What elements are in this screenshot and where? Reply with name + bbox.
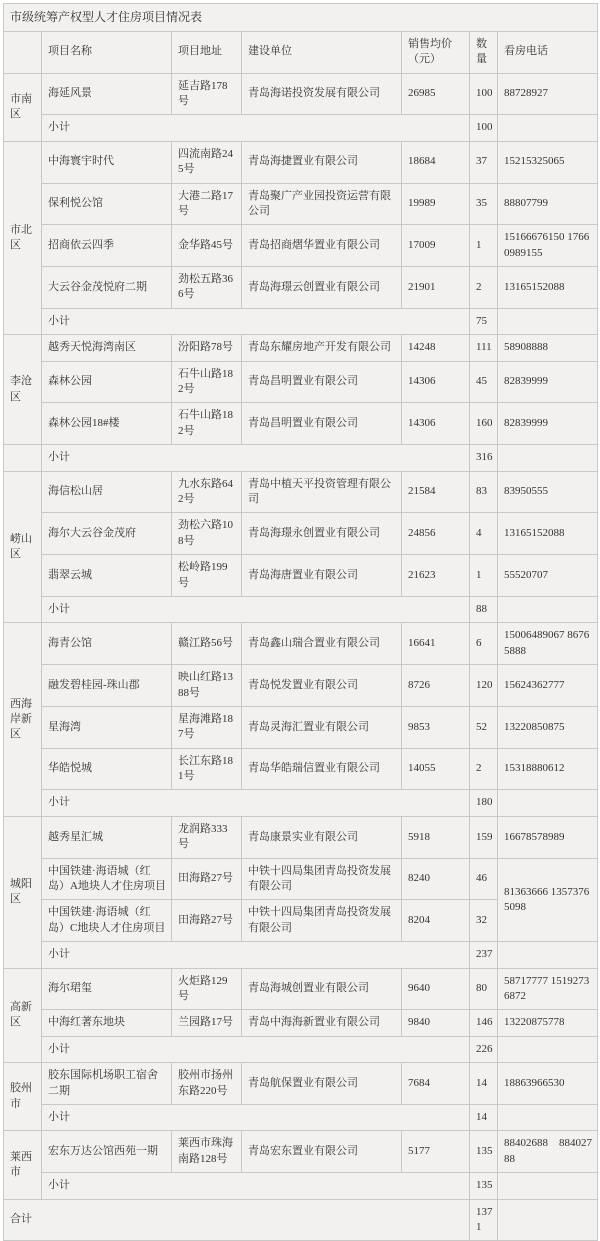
quantity-cell: 32	[470, 900, 498, 942]
column-header-name: 项目名称	[42, 31, 172, 73]
district-empty-cell	[4, 445, 42, 471]
construction-unit-cell: 青岛昌明置业有限公司	[242, 361, 402, 403]
project-address-cell: 田海路27号	[172, 900, 242, 942]
project-name-cell: 中海红著东地块	[42, 1010, 172, 1036]
project-name-cell: 海尔大云谷金茂府	[42, 513, 172, 555]
project-row	[4, 858, 598, 900]
column-header-phone: 看房电话	[498, 31, 598, 73]
construction-unit-cell: 青岛海城创置业有限公司	[242, 968, 402, 1010]
avg-price-cell: 8204	[402, 900, 470, 942]
column-header-district	[4, 31, 42, 73]
avg-price-cell: 24856	[402, 513, 470, 555]
quantity-cell: 146	[470, 1010, 498, 1036]
quantity-cell: 52	[470, 706, 498, 748]
project-row	[4, 665, 598, 707]
phone-cell: 15318880612	[498, 748, 598, 790]
project-name-cell: 星海湾	[42, 706, 172, 748]
avg-price-cell: 21901	[402, 267, 470, 309]
project-name-cell: 招商依云四季	[42, 225, 172, 267]
quantity-cell: 45	[470, 361, 498, 403]
subtotal-quantity-cell: 237	[470, 942, 498, 968]
project-name-cell: 保利悦公馆	[42, 183, 172, 225]
phone-cell: 15166676150 17660989155	[498, 225, 598, 267]
project-name-cell: 海青公馆	[42, 623, 172, 665]
construction-unit-cell: 青岛灵海汇置业有限公司	[242, 706, 402, 748]
phone-cell: 13165152088	[498, 513, 598, 555]
construction-unit-cell: 青岛东耀房地产开发有限公司	[242, 335, 402, 361]
project-name-cell: 中国铁建·海语城（红岛）C地块人才住房项目	[42, 900, 172, 942]
project-row	[4, 225, 598, 267]
quantity-cell: 135	[470, 1131, 498, 1173]
quantity-cell: 160	[470, 403, 498, 445]
project-address-cell: 松岭路199号	[172, 555, 242, 597]
project-name-cell: 翡翠云城	[42, 555, 172, 597]
construction-unit-cell: 青岛宏东置业有限公司	[242, 1131, 402, 1173]
quantity-cell: 83	[470, 471, 498, 513]
subtotal-label-cell: 小计	[42, 942, 470, 968]
project-address-cell: 星海滩路187号	[172, 706, 242, 748]
subtotal-label-cell: 小计	[42, 115, 470, 141]
subtotal-label-cell: 小计	[42, 1036, 470, 1062]
quantity-cell: 111	[470, 335, 498, 361]
phone-cell: 88807799	[498, 183, 598, 225]
quantity-cell: 46	[470, 858, 498, 900]
phone-cell: 58908888	[498, 335, 598, 361]
avg-price-cell: 8726	[402, 665, 470, 707]
phone-cell: 82839999	[498, 403, 598, 445]
district-cell: 西海岸新区	[4, 623, 42, 817]
phone-cell: 15006489067 86765888	[498, 623, 598, 665]
subtotal-label-cell: 小计	[42, 1173, 470, 1199]
project-address-cell: 兰园路17号	[172, 1010, 242, 1036]
talent-housing-table	[3, 3, 598, 1241]
subtotal-label-cell: 小计	[42, 596, 470, 622]
project-row	[4, 968, 598, 1010]
project-name-cell: 华皓悦城	[42, 748, 172, 790]
project-address-cell: 金华路45号	[172, 225, 242, 267]
subtotal-phone-cell	[498, 596, 598, 622]
project-name-cell: 中国铁建·海语城（红岛）A地块人才住房项目	[42, 858, 172, 900]
subtotal-label-cell: 小计	[42, 445, 470, 471]
subtotal-label-cell: 小计	[42, 308, 470, 334]
district-cell: 胶州市	[4, 1063, 42, 1131]
quantity-cell: 35	[470, 183, 498, 225]
project-row	[4, 141, 598, 183]
phone-cell: 88728927	[498, 73, 598, 115]
quantity-cell: 37	[470, 141, 498, 183]
phone-cell: 83950555	[498, 471, 598, 513]
project-address-cell: 大港二路17号	[172, 183, 242, 225]
subtotal-label-cell: 小计	[42, 1104, 470, 1130]
quantity-cell: 6	[470, 623, 498, 665]
district-cell: 崂山区	[4, 471, 42, 623]
table-title-row	[4, 4, 598, 32]
project-row	[4, 555, 598, 597]
district-cell: 城阳区	[4, 816, 42, 968]
construction-unit-cell: 青岛海诺投资发展有限公司	[242, 73, 402, 115]
phone-cell: 16678578989	[498, 816, 598, 858]
quantity-cell: 1	[470, 555, 498, 597]
avg-price-cell: 18684	[402, 141, 470, 183]
quantity-cell: 14	[470, 1063, 498, 1105]
project-address-cell: 莱西市珠海南路128号	[172, 1131, 242, 1173]
avg-price-cell: 21623	[402, 555, 470, 597]
construction-unit-cell: 青岛康景实业有限公司	[242, 816, 402, 858]
construction-unit-cell: 青岛海璟云创置业有限公司	[242, 267, 402, 309]
construction-unit-cell: 中铁十四局集团青岛投资发展有限公司	[242, 858, 402, 900]
project-row	[4, 1063, 598, 1105]
phone-cell: 15624362777	[498, 665, 598, 707]
project-name-cell: 大云谷金茂悦府二期	[42, 267, 172, 309]
construction-unit-cell: 青岛鑫山瑞合置业有限公司	[242, 623, 402, 665]
district-cell: 市北区	[4, 141, 42, 335]
project-name-cell: 胶东国际机场职工宿舍二期	[42, 1063, 172, 1105]
table-title: 市级统筹产权型人才住房项目情况表	[4, 4, 598, 32]
avg-price-cell: 17009	[402, 225, 470, 267]
avg-price-cell: 26985	[402, 73, 470, 115]
project-name-cell: 海尔珺玺	[42, 968, 172, 1010]
phone-cell: 13220875778	[498, 1010, 598, 1036]
subtotal-phone-cell	[498, 1036, 598, 1062]
subtotal-quantity-cell: 88	[470, 596, 498, 622]
subtotal-phone-cell	[498, 445, 598, 471]
construction-unit-cell: 青岛海捷置业有限公司	[242, 141, 402, 183]
subtotal-phone-cell	[498, 942, 598, 968]
project-address-cell: 延吉路178号	[172, 73, 242, 115]
subtotal-row	[4, 1173, 598, 1199]
project-name-cell: 海信松山居	[42, 471, 172, 513]
subtotal-row	[4, 1036, 598, 1062]
subtotal-quantity-cell: 75	[470, 308, 498, 334]
project-row	[4, 471, 598, 513]
header-row	[4, 31, 598, 73]
avg-price-cell: 14306	[402, 403, 470, 445]
district-cell: 李沧区	[4, 335, 42, 445]
construction-unit-cell: 青岛海唐置业有限公司	[242, 555, 402, 597]
subtotal-quantity-cell: 180	[470, 790, 498, 816]
subtotal-quantity-cell: 316	[470, 445, 498, 471]
quantity-cell: 80	[470, 968, 498, 1010]
phone-cell: 13220850875	[498, 706, 598, 748]
avg-price-cell: 8240	[402, 858, 470, 900]
column-header-qty: 数量	[470, 31, 498, 73]
column-header-unit: 建设单位	[242, 31, 402, 73]
project-row	[4, 513, 598, 555]
phone-cell: 55520707	[498, 555, 598, 597]
project-name-cell: 森林公园	[42, 361, 172, 403]
district-cell: 莱西市	[4, 1131, 42, 1199]
subtotal-label-cell: 小计	[42, 790, 470, 816]
subtotal-quantity-cell: 14	[470, 1104, 498, 1130]
subtotal-quantity-cell: 226	[470, 1036, 498, 1062]
project-row	[4, 403, 598, 445]
project-row	[4, 748, 598, 790]
construction-unit-cell: 青岛招商熠华置业有限公司	[242, 225, 402, 267]
avg-price-cell: 9640	[402, 968, 470, 1010]
subtotal-row	[4, 1104, 598, 1130]
construction-unit-cell: 青岛华皓瑞信置业有限公司	[242, 748, 402, 790]
project-name-cell: 森林公园18#楼	[42, 403, 172, 445]
subtotal-phone-cell	[498, 1104, 598, 1130]
construction-unit-cell: 青岛中植天平投资管理有限公司	[242, 471, 402, 513]
district-cell: 市南区	[4, 73, 42, 141]
project-address-cell: 石牛山路182号	[172, 361, 242, 403]
grand-total-phone-cell	[498, 1199, 598, 1241]
grand-total-row	[4, 1199, 598, 1241]
project-name-cell: 越秀星汇城	[42, 816, 172, 858]
project-row	[4, 816, 598, 858]
subtotal-row	[4, 445, 598, 471]
phone-cell: 81363666 13573765098	[498, 858, 598, 942]
project-address-cell: 龙润路333号	[172, 816, 242, 858]
construction-unit-cell: 青岛中海海新置业有限公司	[242, 1010, 402, 1036]
project-name-cell: 融发碧桂园-珠山郡	[42, 665, 172, 707]
subtotal-phone-cell	[498, 1173, 598, 1199]
grand-total-quantity-cell: 1371	[470, 1199, 498, 1241]
avg-price-cell: 5918	[402, 816, 470, 858]
project-row	[4, 1010, 598, 1036]
project-row	[4, 183, 598, 225]
subtotal-row	[4, 596, 598, 622]
project-address-cell: 劲松五路366号	[172, 267, 242, 309]
avg-price-cell: 14306	[402, 361, 470, 403]
construction-unit-cell: 青岛聚广产业园投资运营有限公司	[242, 183, 402, 225]
project-address-cell: 劲松六路108号	[172, 513, 242, 555]
quantity-cell: 120	[470, 665, 498, 707]
construction-unit-cell: 青岛航保置业有限公司	[242, 1063, 402, 1105]
avg-price-cell: 9840	[402, 1010, 470, 1036]
project-row	[4, 361, 598, 403]
column-header-price: 销售均价（元）	[402, 31, 470, 73]
avg-price-cell: 16641	[402, 623, 470, 665]
phone-cell: 82839999	[498, 361, 598, 403]
avg-price-cell: 14055	[402, 748, 470, 790]
subtotal-phone-cell	[498, 308, 598, 334]
subtotal-quantity-cell: 100	[470, 115, 498, 141]
project-row	[4, 623, 598, 665]
grand-total-label-cell: 合计	[4, 1199, 470, 1241]
project-address-cell: 石牛山路182号	[172, 403, 242, 445]
project-address-cell: 长江东路181号	[172, 748, 242, 790]
project-row	[4, 1131, 598, 1173]
project-address-cell: 田海路27号	[172, 858, 242, 900]
project-name-cell: 海延风景	[42, 73, 172, 115]
project-name-cell: 宏东万达公馆西苑一期	[42, 1131, 172, 1173]
project-row	[4, 335, 598, 361]
construction-unit-cell: 中铁十四局集团青岛投资发展有限公司	[242, 900, 402, 942]
quantity-cell: 159	[470, 816, 498, 858]
subtotal-quantity-cell: 135	[470, 1173, 498, 1199]
quantity-cell: 4	[470, 513, 498, 555]
project-address-cell: 汾阳路78号	[172, 335, 242, 361]
construction-unit-cell: 青岛海璟永创置业有限公司	[242, 513, 402, 555]
project-address-cell: 胶州市扬州东路220号	[172, 1063, 242, 1105]
construction-unit-cell: 青岛悦发置业有限公司	[242, 665, 402, 707]
avg-price-cell: 21584	[402, 471, 470, 513]
project-address-cell: 火炬路129号	[172, 968, 242, 1010]
subtotal-row	[4, 115, 598, 141]
subtotal-row	[4, 790, 598, 816]
quantity-cell: 2	[470, 267, 498, 309]
column-header-address: 项目地址	[172, 31, 242, 73]
subtotal-phone-cell	[498, 790, 598, 816]
project-row	[4, 267, 598, 309]
project-name-cell: 越秀天悦海湾南区	[42, 335, 172, 361]
construction-unit-cell: 青岛昌明置业有限公司	[242, 403, 402, 445]
project-row	[4, 73, 598, 115]
project-address-cell: 赣江路56号	[172, 623, 242, 665]
avg-price-cell: 9853	[402, 706, 470, 748]
phone-cell: 88402688 88402788	[498, 1131, 598, 1173]
phone-cell: 18863966530	[498, 1063, 598, 1105]
district-cell: 高新区	[4, 968, 42, 1063]
avg-price-cell: 19989	[402, 183, 470, 225]
project-address-cell: 映山红路1388号	[172, 665, 242, 707]
subtotal-phone-cell	[498, 115, 598, 141]
project-row	[4, 706, 598, 748]
phone-cell: 15215325065	[498, 141, 598, 183]
subtotal-row	[4, 308, 598, 334]
quantity-cell: 100	[470, 73, 498, 115]
quantity-cell: 2	[470, 748, 498, 790]
avg-price-cell: 14248	[402, 335, 470, 361]
avg-price-cell: 5177	[402, 1131, 470, 1173]
project-address-cell: 九水东路642号	[172, 471, 242, 513]
subtotal-row	[4, 942, 598, 968]
phone-cell: 13165152088	[498, 267, 598, 309]
quantity-cell: 1	[470, 225, 498, 267]
project-name-cell: 中海寰宇时代	[42, 141, 172, 183]
avg-price-cell: 7684	[402, 1063, 470, 1105]
phone-cell: 58717777 15192736872	[498, 968, 598, 1010]
project-address-cell: 四流南路245号	[172, 141, 242, 183]
